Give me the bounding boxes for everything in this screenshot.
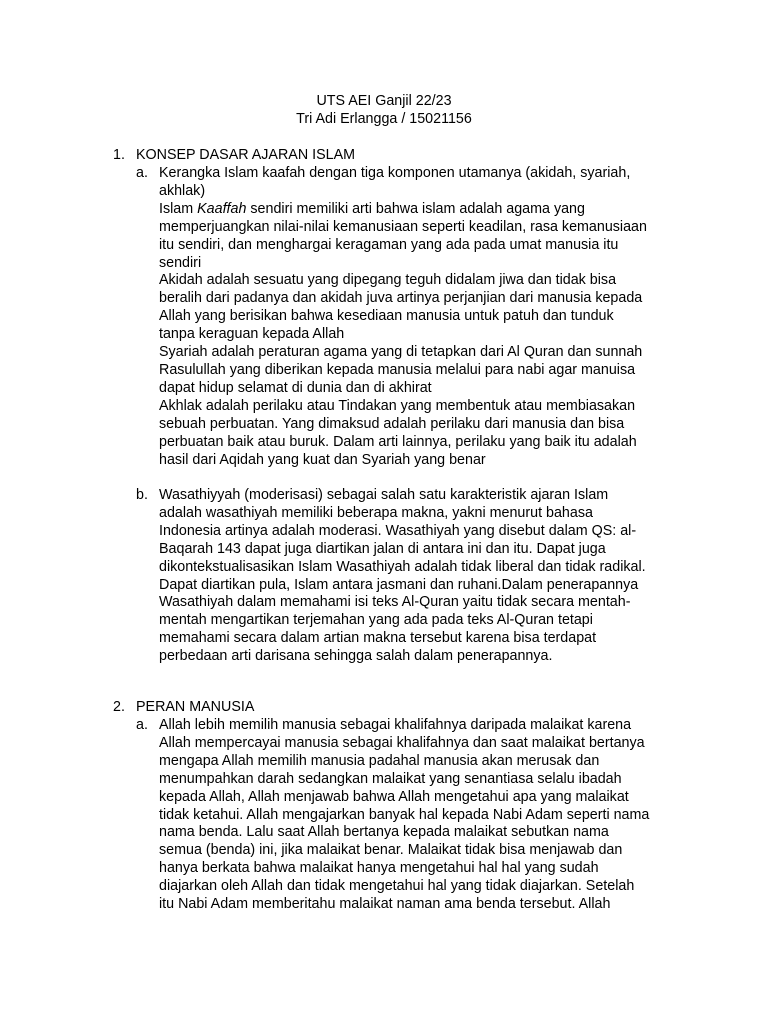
paragraph-line: Allah mempercayai manusia sebagai khalifahnya dan saat malaikat bertanya	[159, 734, 645, 751]
item-letter: a.	[136, 717, 148, 733]
document-header	[0, 93, 768, 129]
paragraph-line: memperjuangkan nilai-nilai kemanusiaan seperti keadilan, rasa kemanusiaan	[159, 218, 647, 235]
paragraph-line: menumpahkan darah sedangkan malaikat yang senantiasa selalu ibadah	[159, 770, 622, 787]
paragraph-line: nama benda. Lalu saat Allah bertanya kepada malaikat sebutkan nama	[159, 824, 609, 841]
line-rest: sendiri memiliki arti bahwa islam adalah agama yang	[246, 200, 585, 217]
item-body	[159, 487, 679, 666]
document-title: UTS AEI Ganjil 22/23	[316, 93, 452, 109]
paragraph-line: dapat hidup selamat di dunia dan di akhirat	[159, 379, 432, 396]
paragraph-line: tidak ketahui. Allah mengajarkan banyak hal kepada Nabi Adam seperti nama	[159, 806, 650, 823]
paragraph-line: semua (benda) ini, jika malaikat benar. Malaikat tidak bisa menjawab dan	[159, 842, 623, 859]
paragraph-line: Allah lebih memilih manusia sebagai khalifahnya daripada malaikat karena	[159, 717, 632, 733]
paragraph-line: dikontekstualisasikan Islam Wasathiyah adalah tidak liberal dan tidak radikal.	[159, 558, 646, 575]
paragraph-line: hasil dari Aqidah yang kuat dan Syariah yang benar	[159, 451, 486, 468]
paragraph-line: hanya berkata bahwa malaikat hanya mengetahui hal hal yang sudah	[159, 860, 599, 877]
paragraph-line	[159, 201, 679, 219]
paragraph-line: Allah yang berisikan bahwa kesediaan manusia untuk patuh dan tunduk	[159, 308, 614, 325]
paragraph-line: beralih dari padanya dan akidah juva artinya perjanjian dari manusia kepada	[159, 290, 643, 307]
paragraph-line: perbuatan baik atau buruk. Dalam arti lainnya, perilaku yang baik itu adalah	[159, 433, 637, 450]
section-number: 1.	[113, 147, 125, 163]
paragraph-line: perbedaan arti darisana sehingga salah dalam penerapannya.	[159, 648, 553, 665]
paragraph-line: mentah mengartikan terjemahan yang ada pada teks Al-Quran tetapi	[159, 612, 593, 629]
item-letter: a.	[136, 165, 148, 181]
paragraph-line: itu sendiri, dan menghargai keragaman yang ada pada umat manusia itu	[159, 236, 619, 253]
paragraph-line: tanpa keraguan kepada Allah	[159, 326, 345, 343]
paragraph-line: sendiri	[159, 254, 202, 271]
paragraph-line: Akhlak adalah perilaku atau Tindakan yang membentuk atau membiasakan	[159, 397, 636, 414]
paragraph-line: akhlak)	[159, 182, 206, 199]
paragraph-line: Syariah adalah peraturan agama yang di tetapkan dari Al Quran dan sunnah	[159, 344, 643, 361]
paragraph-line: Indonesia artinya adalah moderasi. Wasathiyah yang disebut dalam QS: al-	[159, 522, 637, 539]
section-heading: PERAN MANUSIA	[136, 699, 255, 715]
item-letter: b.	[136, 487, 148, 503]
item-body	[159, 717, 679, 914]
paragraph-line: Wasathiyah dalam memahami isi teks Al-Quran yaitu tidak secara mentah-	[159, 594, 631, 611]
paragraph-line: Rasulullah yang diberikan kepada manusia melalui para nabi agar manuisa	[159, 361, 636, 378]
islam-word: Islam	[159, 200, 198, 217]
paragraph-line: Wasathiyyah (moderisasi) sebagai salah satu karakteristik ajaran Islam	[159, 487, 609, 503]
paragraph-line: sebuah perbuatan. Yang dimaksud adalah perilaku dari manusia dan bisa	[159, 415, 625, 432]
paragraph-line: Kerangka Islam kaafah dengan tiga komponen utamanya (akidah, syariah,	[159, 165, 631, 181]
section-number: 2.	[113, 699, 125, 715]
kaaffah-italic: Kaaffah	[197, 200, 247, 217]
paragraph-line: kepada Allah, Allah menjawab bahwa Allah mengetahui apa yang malaikat	[159, 788, 629, 805]
paragraph-line: memahami secara dalam artian makna tersebut karena bisa terdapat	[159, 630, 597, 647]
paragraph-line: mengapa Allah memilih manusia padahal manusia akan merusak dan	[159, 752, 600, 769]
section-heading: KONSEP DASAR AJARAN ISLAM	[136, 147, 356, 163]
paragraph-line: diajarkan oleh Allah dan tidak mengetahui hal yang tidak diajarkan. Setelah	[159, 878, 635, 895]
author-line: Tri Adi Erlangga / 15021156	[296, 110, 472, 127]
paragraph-line: adalah wasathiyah memiliki beberapa makna, yakni menurut bahasa	[159, 504, 593, 521]
paragraph-line: Akidah adalah sesuatu yang dipegang teguh didalam jiwa dan tidak bisa	[159, 272, 617, 289]
paragraph-line: itu Nabi Adam memberitahu malaikat naman ama benda tersebut. Allah	[159, 896, 611, 913]
paragraph-line: Dapat diartikan pula, Islam antara jasmani dan ruhani.Dalam penerapannya	[159, 576, 639, 593]
paragraph-line: Baqarah 143 dapat juga diartikan jalan di antara ini dan itu. Dapat juga	[159, 540, 606, 557]
item-body	[159, 165, 679, 469]
